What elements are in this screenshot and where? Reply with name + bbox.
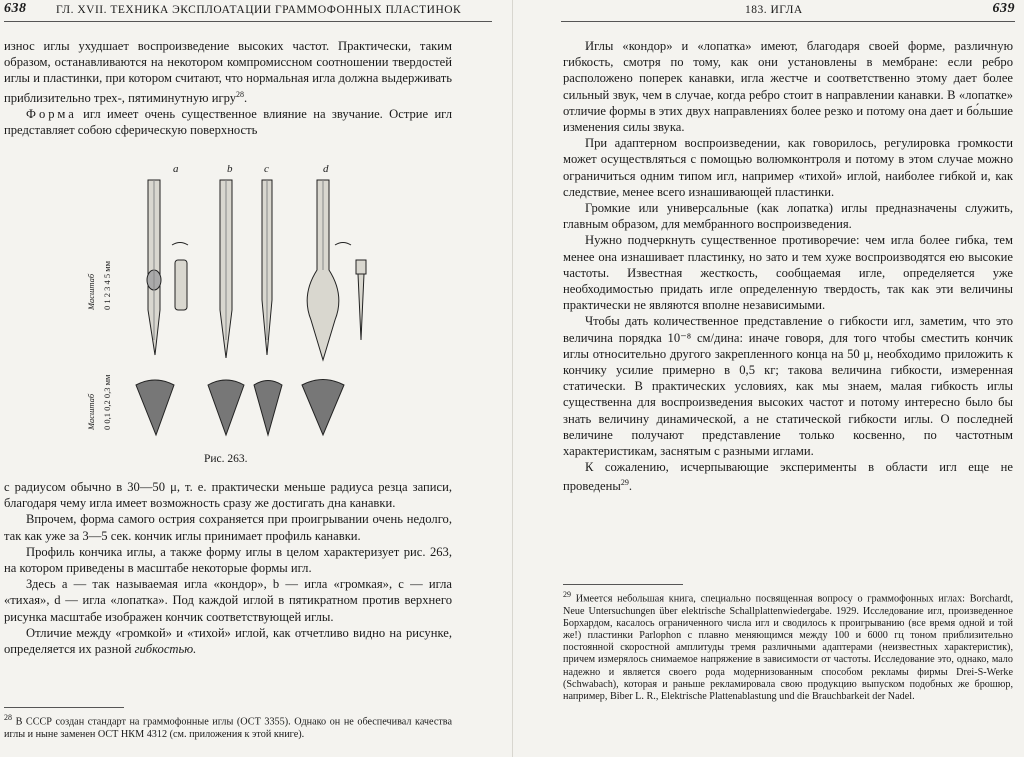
- emphasized-word: Форма: [26, 107, 77, 121]
- needle-b: [220, 180, 232, 358]
- left-footnote: $^{28}$ В СССР создан стандарт на граммофонные иглы (ОСТ 3355). Однако он не обеспечивал качества иглы и ныне заменен ОСТ НКМ 4312 (см. приложения к этой книге).: [4, 713, 452, 740]
- right-text: [563, 38, 1013, 495]
- left-text-top: [4, 38, 452, 138]
- needle-b-tip: [208, 380, 244, 435]
- left-text-bottom: [4, 479, 452, 657]
- figure-letter-a: a: [173, 163, 179, 175]
- figure-letter-d: d: [323, 163, 329, 175]
- needle-figure: [80, 160, 400, 455]
- paragraph: Впрочем, форма самого острия сохраняется при проигрывании очень недолго, так как уже за 3—5 сек. кончик иглы принимает профиль канавки.: [4, 512, 452, 543]
- scale-ticks-top: 0 1 2 3 4 5 мм: [102, 260, 112, 310]
- footnote-ref: 28: [236, 89, 245, 99]
- paragraph: Здесь a — так называемая игла «кондор», b — игла «громкая», c — игла «тихая», d — игла «лопатка». Под каждой иглой в пятикратном против верхнего рисунка масштабе изображен кончик соответствующей иглы.: [4, 577, 452, 624]
- needle-c: [262, 180, 272, 355]
- paragraph: Профиль кончика иглы, а также форму иглы в целом характеризует рис. 263, на котором приведены в масштабе некоторые формы игл.: [4, 544, 452, 576]
- figure-caption: Рис. 263.: [204, 453, 248, 465]
- paragraph: Отличие между «громкой» и «тихой» иглой, как отчетливо видно на рисунке, определяется их разной гибкостью.: [4, 625, 452, 657]
- paragraph: с радиусом обычно в 30—50 μ, т. е. практически меньше радиуса резца записи, благодаря чему игла имеет возможность сразу же достигать дна канавки.: [4, 480, 452, 511]
- needle-d-tip: [302, 380, 344, 436]
- right-running-head: 183. ИГЛА: [745, 4, 803, 16]
- scale-label-top: Масштаб: [86, 273, 96, 310]
- brace-icon: [335, 243, 351, 246]
- scale-label-bottom: Масштаб: [86, 393, 96, 430]
- footnote-rule: [563, 584, 683, 585]
- right-page: [512, 0, 1024, 757]
- left-running-header: [0, 0, 512, 22]
- paragraph: Громкие или универсальные (как лопатка) иглы предназначены служить, главным образом, для мембранного воспроизведения.: [563, 201, 1013, 232]
- needle-c-tip: [254, 381, 282, 436]
- footnote-mark: 28: [4, 713, 12, 722]
- needle-a-side-view: [175, 260, 187, 310]
- paragraph: К сожалению, исчерпывающие эксперименты в области игл еще не проведены$^{29}$.: [563, 460, 1013, 494]
- paragraph: износ иглы ухудшает воспроизведение высоких частот. Практически, таким образом, останавливаются на некотором компромиссном соотношении твердостей иглы и пластинки, при котором считают, что нормальная игла должна выдерживать приблизительно трех-, пятиминутную игру$^{28}$.: [4, 39, 452, 105]
- left-page-number: 638: [4, 1, 27, 16]
- header-rule: [561, 21, 1015, 22]
- paragraph: Нужно подчеркнуть существенное противоречие: чем игла более гибка, тем менее она изнашивает пластинку, но зато и тем хуже воспроизводятся ею высокие частоты. Известная жесткость, сообщаемая игле, определяется уже необходимостью придать игле определенную твердость, так как эти величины практически не являются вполне независимыми.: [563, 233, 1013, 313]
- brace-icon: [172, 243, 188, 246]
- needle-d-side-view: [356, 260, 366, 340]
- paragraph: Чтобы дать количественное представление о гибкости игл, заметим, что это величина порядка 10⁻⁸ см/дина: иначе говоря, для того чтобы сместить кончик иглы относительно другого закрепленного конца на 50 μ, необходимо приложить к кончику усилие примерно в 0,5 кг; такова величина гибкости, измеренная статически. В практических условиях, как мы знаем, малая гибкость иглы существенна для воспроизведения высоких частот и потому интересно было бы знать величину динамической, а не статической гибкости иглы. О последней величине получают представление только косвенно, по частотным характеристикам, заснятым с разными иглами.: [563, 314, 1013, 459]
- paragraph: Форма игл имеет очень существенное влияние на звучание. Острие игл представляет собою сферическую поверхность: [4, 107, 452, 138]
- figure-letter-b: b: [227, 163, 233, 175]
- right-page-number: 639: [992, 1, 1015, 16]
- needle-a-tip: [136, 380, 174, 435]
- needle-d: [307, 180, 339, 360]
- footnote-rule: [4, 707, 124, 708]
- scale-ticks-bottom: 0 0,1 0,2 0,3 мм: [102, 374, 112, 430]
- right-footnote: $^{29}$ Имеется небольшая книга, специально посвященная вопросу о граммофонных иглах: Borchardt, Neue Untersuchungen über elektrische Schallplattenwiedergabe. 1929. Исследование игл, произведенное Борхардом, касалось ограниченного числа игл и сводилось к проигрыванию (все время одной и той же!) пластинки Parlophon с плавно меняющимся между 100 и 6000 гц тоном приблизительно постоянной скоростной амплитуды тремя различными адаптерами (неизвестных характеристик), причем измерялось снимаемое напряжение в зависимости от частоты. Исследование это, однако, мало надежно и является своего рода модернизованным способом рекламы фирмы Drei-S-Werke (Schwabach), которая и раньше рекламировала свою продукцию выпуском подобных же брошюр, например, Biber L. R., Elektrische Plattenablastung und die Brauchbarkeit der Nadel.: [563, 590, 1014, 703]
- figure-letter-c: c: [264, 163, 269, 175]
- left-running-head: ГЛ. XVII. ТЕХНИКА ЭКСПЛОАТАЦИИ ГРАММОФОННЫХ ПЛАСТИНОК: [56, 4, 462, 16]
- emphasized-word: гибкостью.: [134, 642, 197, 657]
- right-running-header: [513, 0, 1024, 22]
- paragraph: При адаптерном воспроизведении, как говорилось, регулировка громкости может осуществляться с помощью волюмконтроля и потому в этом случае можно ограничиться одним типом игл, например «тихой» иглой, наиболее гибкой и, как следствие, менее всего изнашивающей пластинки.: [563, 136, 1013, 199]
- footnote-mark: 29: [563, 590, 571, 599]
- footnote-ref: 29: [620, 478, 629, 488]
- needle-a: [147, 180, 161, 355]
- paragraph: Иглы «кондор» и «лопатка» имеют, благодаря своей форме, различную гибкость, смотря по тому, как они установлены в мембране: если ребро расположено поперек канавки, игла жестче и соответственно этому дает более сильный звук, чем в случае, когда ребро стоит в направлении канавки. В «лопатке» отличие формы в этих двух направлениях более резко и потому она дает и бо́льшие изменения силы звука.: [563, 39, 1013, 135]
- header-rule: [4, 21, 492, 22]
